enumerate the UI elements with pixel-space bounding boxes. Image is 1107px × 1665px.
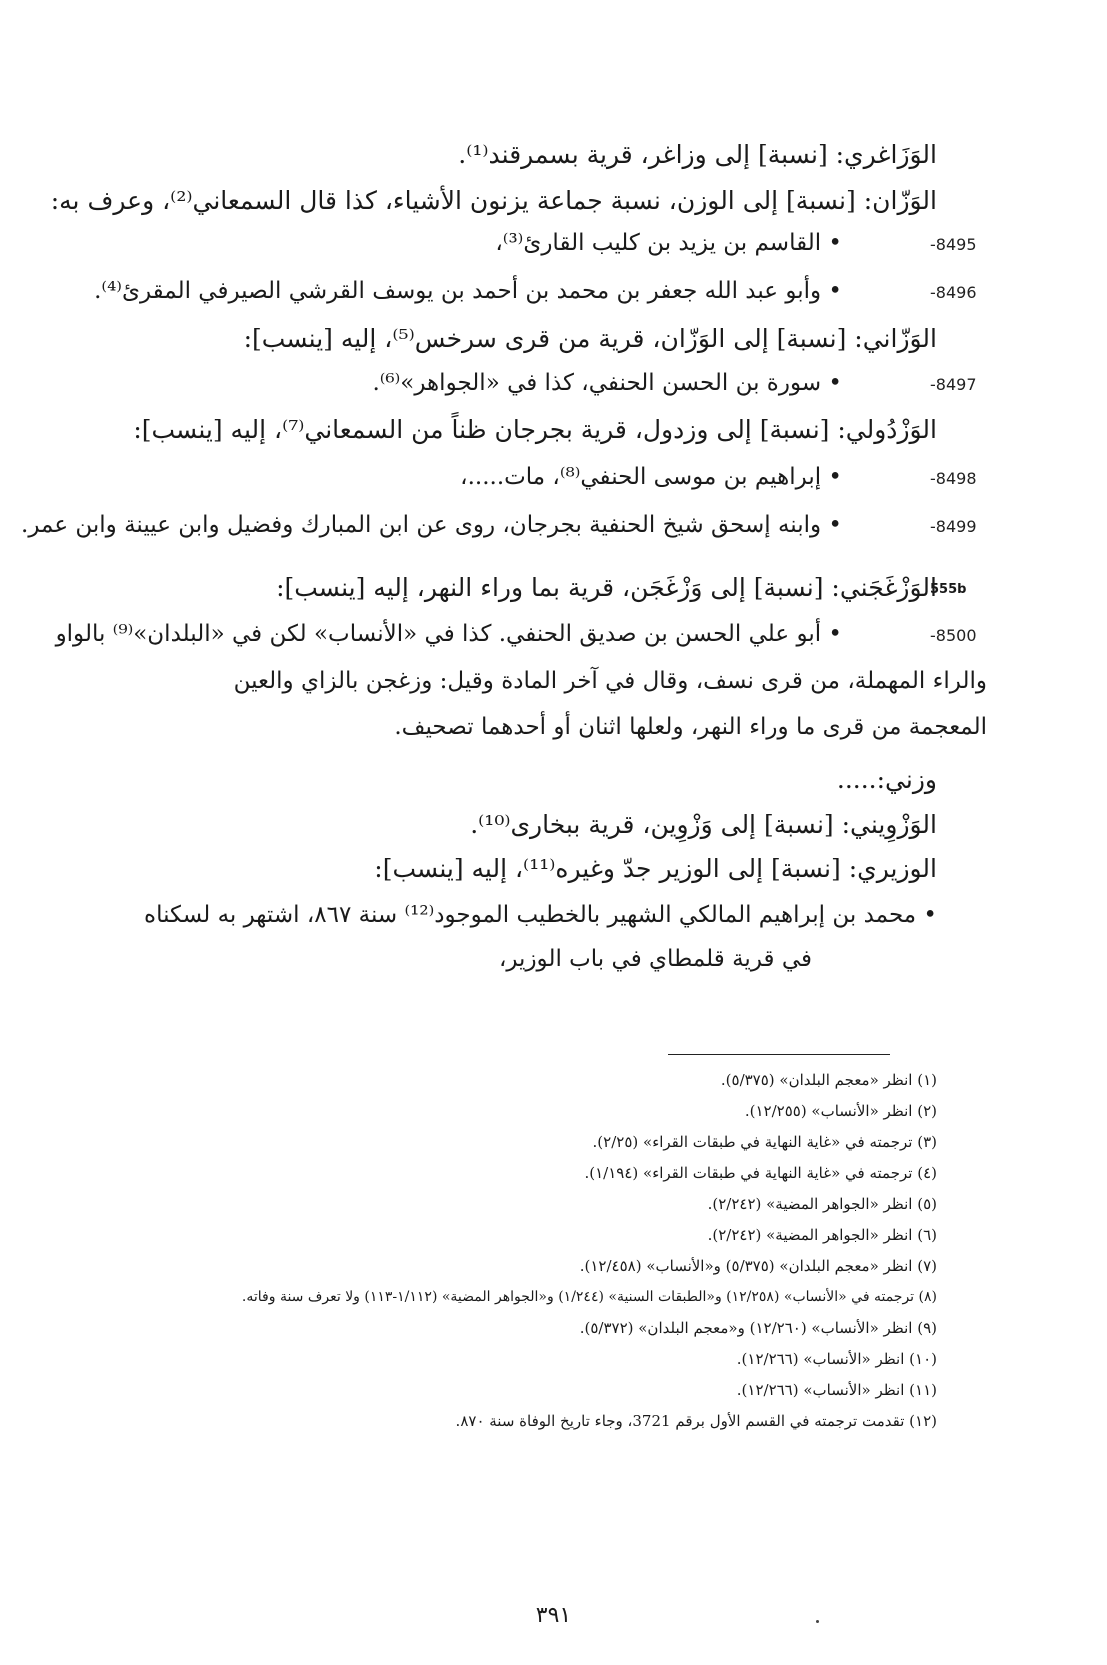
heading-wazaghri: الوَزَاغري: [نسبة] إلى وزاغر، قرية بسمرقند⁽¹⁾. [458, 140, 937, 169]
heading-wazni: وزني:..... [836, 765, 937, 794]
entry-number-8496: -8496 [930, 283, 977, 302]
entry-text-8499: • وابنه إسحق شيخ الحنفية بجرجان، روى عن ابن المبارك وفضيل وابن عيينة وابن عمر. [21, 512, 842, 538]
entry-number-8499: -8499 [930, 517, 977, 536]
heading-wazghajani: الوَزْغَجَني: [نسبة] إلى وَزْغَجَن، قرية بما وراء النهر، إليه [ينسب]: [276, 573, 937, 602]
footnote-4: (٤) ترجمته في «غاية النهاية في طبقات القراء» (١/١٩٤). [584, 1164, 937, 1182]
heading-wazwini: الوَزْوِيني: [نسبة] إلى وَزْوِين، قرية ببخارى⁽¹⁰⁾. [470, 810, 937, 839]
heading-wazzani: الوَزّاني: [نسبة] إلى الوَزّان، قرية من قرى سرخس⁽⁵⁾، إليه [ينسب]: [243, 324, 937, 353]
entry-8500-continuation-1: والراء المهملة، من قرى نسف، وقال في آخر المادة وقيل: وزغجن بالزاي والعين [233, 668, 987, 694]
entry-text-8497: • سورة بن الحسن الحنفي، كذا في «الجواهر»⁽⁶⁾. [372, 370, 842, 396]
entry-8500-continuation-2: المعجمة من قرى ما وراء النهر، ولعلها اثنان أو أحدهما تصحيف. [394, 714, 987, 740]
entry-number-8497: -8497 [930, 375, 977, 394]
entry-text-8495: • القاسم بن يزيد بن كليب القارئ⁽³⁾، [495, 230, 842, 256]
heading-waziri: الوزيري: [نسبة] إلى الوزير جدّ وغيره⁽¹¹⁾، إليه [ينسب]: [374, 854, 937, 883]
footnote-9: (٩) انظر «الأنساب» (١٢/٢٦٠) و«معجم البلدان» (٥/٣٧٢). [579, 1319, 937, 1337]
footnote-8: (٨) ترجمته في «الأنساب» (١٢/٢٥٨) و«الطبقات السنية» (١/٢٤٤) و«الجواهر المضية» (١/١١٢-١١٣) ولا تعرف سنة وفاته. [241, 1289, 937, 1305]
heading-wazzan: الوَزّان: [نسبة] إلى الوزن، نسبة جماعة يزنون الأشياء، كذا قال السمعاني⁽²⁾، وعرف به: [50, 186, 937, 215]
heading-wazduli: الوَزْدُولي: [نسبة] إلى وزدول، قرية بجرجان ظناً من السمعاني⁽⁷⁾، إليه [ينسب]: [133, 415, 937, 444]
entry-text-8496: • وأبو عبد الله جعفر بن محمد بن أحمد بن يوسف القرشي الصيرفي المقرئ⁽⁴⁾. [94, 278, 842, 304]
footnote-7: (٧) انظر «معجم البلدان» (٥/٣٧٥) و«الأنساب» (١٢/٤٥٨). [579, 1257, 937, 1275]
manuscript-folio-marker: 555b [930, 582, 967, 597]
entry-number-8498: -8498 [930, 469, 977, 488]
entry-muhammad-ibrahim: • محمد بن إبراهيم المالكي الشهير بالخطيب الموجود⁽¹²⁾ سنة ٨٦٧، اشتهر به لسكناه [144, 902, 937, 928]
footnote-3: (٣) ترجمته في «غاية النهاية في طبقات القراء» (٢/٢٥). [592, 1133, 937, 1151]
footnote-1: (١) انظر «معجم البلدان» (٥/٣٧٥). [720, 1071, 937, 1089]
entry-muhammad-ibrahim-continuation: في قرية قلمطاي في باب الوزير، [498, 946, 812, 972]
footnote-12: (١٢) تقدمت ترجمته في القسم الأول برقم 3721، وجاء تاريخ الوفاة سنة ٨٧٠. [455, 1412, 937, 1430]
entry-number-8500: -8500 [930, 626, 977, 645]
footnote-10: (١٠) انظر «الأنساب» (١٢/٢٦٦). [736, 1350, 937, 1368]
footnote-6: (٦) انظر «الجواهر المضية» (٢/٢٤٢). [707, 1226, 937, 1244]
print-speck [816, 1620, 819, 1623]
entry-text-8500: • أبو علي الحسن بن صديق الحنفي. كذا في «الأنساب» لكن في «البلدان»⁽⁹⁾ بالواو [55, 621, 842, 647]
entry-text-8498: • إبراهيم بن موسى الحنفي⁽⁸⁾، مات.....، [460, 464, 842, 490]
footnote-11: (١١) انظر «الأنساب» (١٢/٢٦٦). [736, 1381, 937, 1399]
footnote-5: (٥) انظر «الجواهر المضية» (٢/٢٤٢). [707, 1195, 937, 1213]
footnote-separator [668, 1054, 890, 1055]
page-number: ٣٩١ [535, 1603, 572, 1628]
entry-number-8495: -8495 [930, 235, 977, 254]
footnote-2: (٢) انظر «الأنساب» (١٢/٢٥٥). [744, 1102, 937, 1120]
